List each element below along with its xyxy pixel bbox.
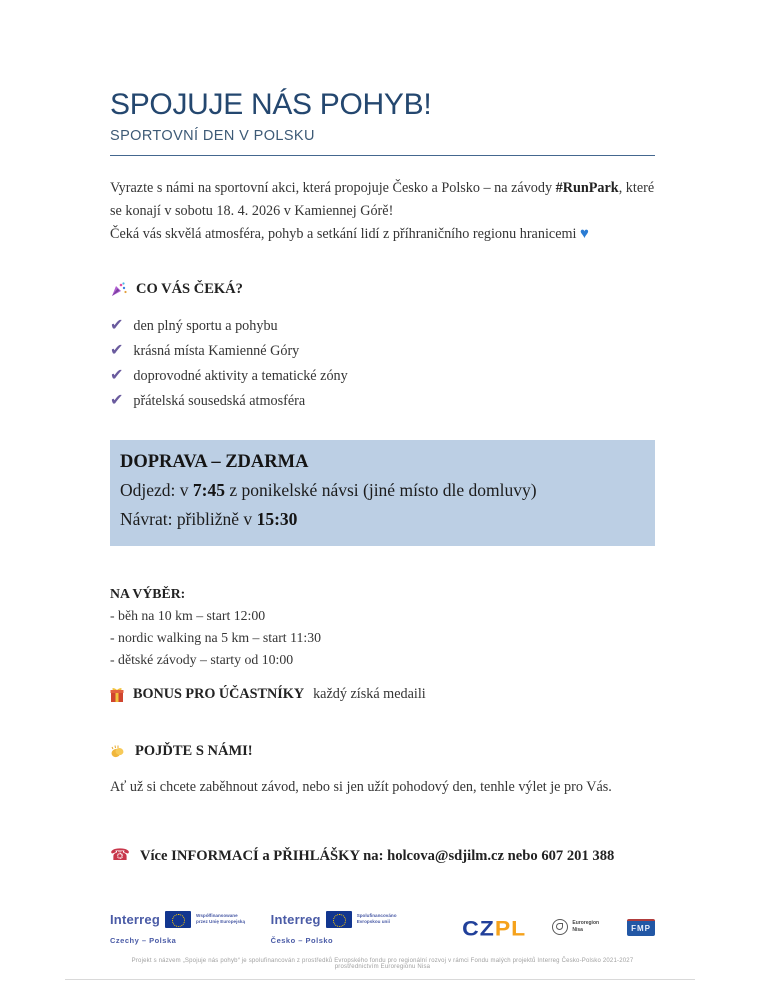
interreg-brand-text: Interreg bbox=[110, 911, 161, 927]
closing-paragraph: Ať už si chcete zaběhnout závod, nebo si jen užít pohodový den, tenhle výlet je pro Vás. bbox=[110, 779, 612, 796]
header-divider bbox=[110, 155, 655, 156]
page-title: SPOJUJE NÁS POHYB! bbox=[110, 88, 432, 121]
departure-text: Odjezd: v bbox=[120, 480, 193, 501]
list-item bbox=[110, 313, 655, 338]
what-awaits-heading-text: CO VÁS ČEKÁ? bbox=[136, 281, 243, 298]
blue-heart-icon: ♥ bbox=[580, 226, 589, 243]
transport-return bbox=[120, 505, 641, 533]
phone-icon: ☎ bbox=[110, 844, 130, 864]
list-item-text: krásná místa Kamienné Góry bbox=[133, 343, 300, 360]
contact-line bbox=[110, 845, 655, 865]
czpl-pl-text: PL bbox=[494, 915, 527, 940]
list-item bbox=[110, 338, 655, 363]
czpl-cz-text: CZ bbox=[462, 915, 495, 940]
party-popper-icon bbox=[110, 281, 127, 298]
list-item bbox=[110, 363, 655, 388]
project-disclaimer: Projekt s názvem „Spojuje nás pohyb“ je spolufinancován z prostředků Evropského fondu pro regionální rozvoj v rámci Fondu malých projektů Interreg Česko-Polsko 2021-2027 prostřednictvím Euroregionu Nisa bbox=[131, 957, 634, 970]
eu-cofunding-text bbox=[196, 913, 245, 925]
departure-time: 7:45 bbox=[192, 480, 225, 501]
euroregion-line2: Nisa bbox=[572, 926, 583, 933]
eu-cofunding-line1: Spolufinancováno bbox=[356, 912, 397, 918]
option-item: - dětské závody – starty od 10:00 bbox=[110, 651, 294, 667]
check-icon: ✔ bbox=[110, 390, 124, 410]
transport-heading: DOPRAVA – ZDARMA bbox=[120, 452, 309, 473]
euroregion-line1: Euroregion bbox=[572, 919, 600, 926]
list-item-text: den plný sportu a pohybu bbox=[133, 318, 278, 335]
option-item: - běh na 10 km – start 12:00 bbox=[110, 607, 266, 623]
page-subtitle: SPORTOVNÍ DEN V POLSKU bbox=[110, 128, 315, 144]
eu-cofunding-line2: przez Unię Europejską bbox=[196, 919, 246, 925]
interreg-pl-logo bbox=[110, 911, 250, 945]
list-item bbox=[110, 388, 655, 413]
join-heading-text: POJĎTE S NÁMI! bbox=[135, 743, 253, 760]
gift-icon bbox=[110, 687, 124, 703]
what-awaits-list bbox=[110, 313, 655, 413]
page-bottom-divider bbox=[65, 979, 695, 980]
euroregion-text bbox=[572, 920, 599, 934]
interreg-region-text: Česko – Polsko bbox=[270, 935, 334, 945]
euroregion-logo bbox=[552, 919, 599, 935]
departure-place: z ponikelské návsi (jiné místo dle domluvy) bbox=[224, 480, 537, 501]
transport-highlight-box bbox=[110, 440, 655, 546]
interreg-region-text: Czechy – Polska bbox=[110, 935, 177, 945]
join-heading bbox=[110, 743, 655, 760]
return-time: 15:30 bbox=[256, 508, 298, 529]
contact-text: Více INFORMACÍ a PŘIHLÁŠKY na: holcova@sdjilm.cz nebo 607 201 388 bbox=[139, 847, 615, 864]
interreg-cz-logo bbox=[271, 911, 411, 945]
bonus-heading-text: BONUS PRO ÚČASTNÍKY bbox=[133, 686, 305, 703]
bonus-rest-text: každý získá medaili bbox=[313, 686, 426, 703]
eu-flag-icon bbox=[165, 911, 191, 928]
transport-departure bbox=[120, 476, 641, 504]
clapping-hands-icon bbox=[110, 745, 126, 759]
return-text: Návrat: přibližně v bbox=[120, 508, 257, 529]
euroregion-emblem-icon bbox=[552, 919, 568, 935]
list-item-text: doprovodné aktivity a tematické zóny bbox=[133, 368, 348, 385]
option-item: - nordic walking na 5 km – start 11:30 bbox=[110, 629, 322, 645]
list-item-text: přátelská sousedská atmosféra bbox=[133, 393, 306, 410]
intro-text-2: , které se konají v sobotu 18. 4. 2026 v Kamiennej Górě! bbox=[110, 180, 655, 219]
check-icon: ✔ bbox=[110, 365, 124, 385]
eu-flag-icon bbox=[326, 911, 352, 928]
options-list bbox=[110, 605, 655, 670]
options-heading: NA VÝBĚR: bbox=[110, 585, 186, 601]
eu-cofunding-line1: Współfinansowane bbox=[196, 912, 238, 918]
fmp-logo: FMP bbox=[627, 919, 655, 936]
runpark-hashtag: #RunPark bbox=[555, 180, 619, 196]
czpl-logo bbox=[462, 916, 526, 941]
what-awaits-heading bbox=[110, 281, 655, 298]
intro-paragraph bbox=[110, 177, 655, 246]
check-icon: ✔ bbox=[110, 315, 124, 335]
intro-text-1: Vyrazte s námi na sportovní akci, která propojuje Česko a Polsko – na závody bbox=[110, 180, 556, 196]
intro-text-3: Čeká vás skvělá atmosféra, pohyb a setkání lidí z příhraničního regionu hranicemi bbox=[110, 226, 577, 243]
eu-cofunding-line2: Evropskou unií bbox=[356, 919, 390, 925]
check-icon: ✔ bbox=[110, 340, 124, 360]
eu-cofunding-text bbox=[357, 913, 397, 925]
interreg-brand-text: Interreg bbox=[270, 911, 321, 927]
footer-logos bbox=[110, 911, 655, 945]
bonus-line bbox=[110, 686, 655, 703]
